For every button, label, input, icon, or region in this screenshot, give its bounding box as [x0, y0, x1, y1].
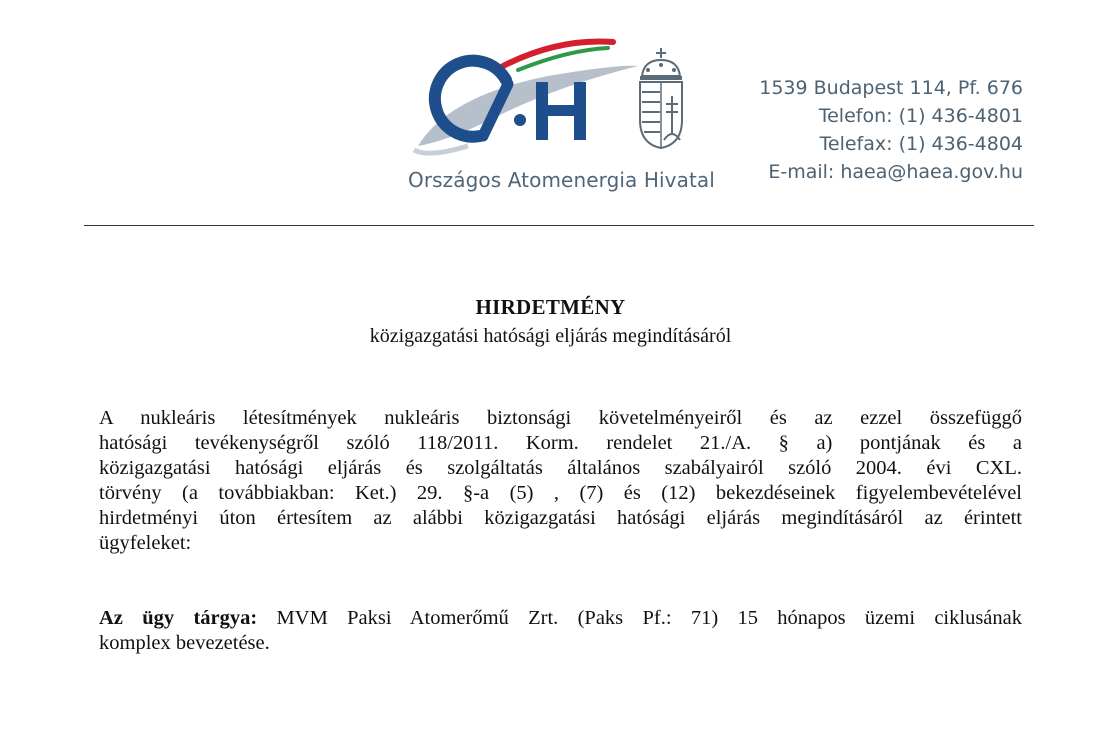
logo-caption: Országos Atomenergia Hivatal [408, 168, 715, 192]
notice-title: HIRDETMÉNY [475, 295, 626, 319]
subject-label: Az ügy tárgya: [99, 607, 258, 629]
paragraph-line: közigazgatási hatósági eljárás és szolgáltatás általános szabályairól szóló 2004. évi CXL. [99, 457, 1022, 479]
paragraph-line: ügyfeleket: [99, 532, 192, 554]
subject-text: MVM Paksi Atomerőmű Zrt. (Paks Pf.: 71) 15 hónapos üzemi ciklusának [276, 607, 1023, 629]
phone-line: Telefon: (1) 436-4801 [818, 105, 1023, 127]
email-line: E-mail: haea@haea.gov.hu [768, 161, 1023, 183]
paragraph-line: hatósági tevékenységről szóló 118/2011. Korm. rendelet 21./A. § a) pontjának és a [99, 432, 1022, 454]
fax-line: Telefax: (1) 436-4804 [819, 133, 1023, 155]
subject-line [99, 606, 1022, 631]
paragraph-line: A nukleáris létesítmények nukleáris biztonsági követelményeiről és az ezzel összefüggő [99, 407, 1022, 429]
paragraph-line: hirdetményi úton értesítem az alábbi közigazgatási hatósági eljárás megindításáról az érintett [99, 507, 1022, 529]
paragraph-line: törvény (a továbbiakban: Ket.) 29. §-a (5) , (7) és (12) bekezdéseinek figyelembevételével [99, 482, 1022, 504]
address-line: 1539 Budapest 114, Pf. 676 [759, 77, 1023, 99]
coat-of-arms-icon [636, 48, 686, 150]
subject-paragraph [99, 606, 1022, 656]
header-divider [84, 225, 1034, 226]
notice-subtitle: közigazgatási hatósági eljárás megindításáról [369, 325, 732, 347]
notice-body-paragraph [99, 406, 1022, 556]
contact-info [759, 74, 1023, 186]
subject-line-2: komplex bevezetése. [99, 632, 270, 654]
